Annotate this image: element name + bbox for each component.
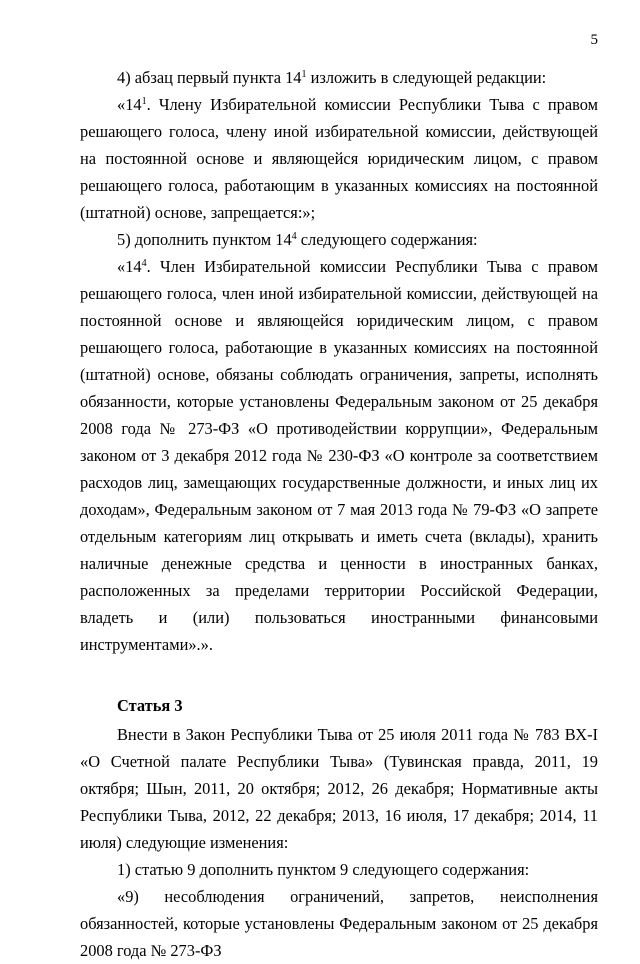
paragraph-quote-14-4-text-b: . Член Избирательной комиссии Республики Тыва с правом решающего голоса, член иной избирательной комиссии, действующей на постоянной основе и являющейся юридическим лицом, с правом решающего голоса, работающие в указанных комиссиях на постоянной (штатной) основе, обязаны соблюдать ограничения, запреты, исполнять обязанности, которые установлены Федеральным законом от 25 декабря 2008 года № 273-ФЗ «О противодействии коррупции», Федеральным законом от 3 декабря 2012 года № 230-ФЗ «О контроле за соответствием расходов лиц, замещающих государственные должности, и иных лиц их доходам», Федеральным законом от 7 мая 2013 года № 79-ФЗ «О запрете отдельным категориям лиц открывать и иметь счета (вклады), хранить наличные денежные средства и ценности в иностранных банках, расположенных за пределами территории Российской Федерации, владеть и (или) пользоваться иностранными финансовыми инструментами».». [80,257,598,654]
paragraph-article-3-item-9: «9) несоблюдения ограничений, запретов, неисполнения обязанностей, которые установлены Федеральным законом от 25 декабря 2008 года № 273-ФЗ [80,887,598,960]
article-heading: Статья 3 [117,696,183,715]
paragraph-article-3-item-1: 1) статью 9 дополнить пунктом 9 следующего содержания: [117,860,530,879]
page-number: 5 [590,32,598,48]
paragraph-item-4 [80,64,598,91]
superscript: 1 [301,69,307,80]
superscript: 4 [141,258,147,269]
paragraph-quote-14-1-text-b: . Члену Избирательной комиссии Республики Тыва с правом решающего голоса, члену иной избирательной комиссии, действующей на постоянной основе и являющейся юридическим лицом, с правом решающего голоса, работающим в указанных комиссиях на постоянной (штатной) основе, запрещается:»; [80,95,598,222]
superscript: 1 [141,96,147,107]
paragraph-quote-14-4 [80,253,598,658]
document-body [80,64,598,964]
paragraph-item-4-text-b: изложить в следующей редакции: [306,68,547,87]
paragraph-item-5-text-b: следующего содержания: [296,230,478,249]
paragraph-item-5 [80,226,598,253]
spacer [80,658,598,692]
paragraph-quote-14-4-text-a: «14 [117,257,142,276]
paragraph-quote-14-1-text-a: «14 [117,95,142,114]
paragraph-item-5-text-a: 5) дополнить пунктом 14 [117,230,292,249]
paragraph-article-3-intro: Внести в Закон Республики Тыва от 25 июля 2011 года № 783 ВХ-I «О Счетной палате Республики Тыва» (Тувинская правда, 2011, 19 октября; Шын, 2011, 20 октября; 2012, 26 декабря; Нормативные акты Республики Тыва, 2012, 22 декабря; 2013, 16 июля, 17 декабря; 2014, 11 июля) следующие изменения: [80,725,598,852]
paragraph-item-4-text-a: 4) абзац первый пункта 14 [117,68,302,87]
paragraph-quote-14-1 [80,91,598,226]
superscript: 4 [291,231,297,242]
